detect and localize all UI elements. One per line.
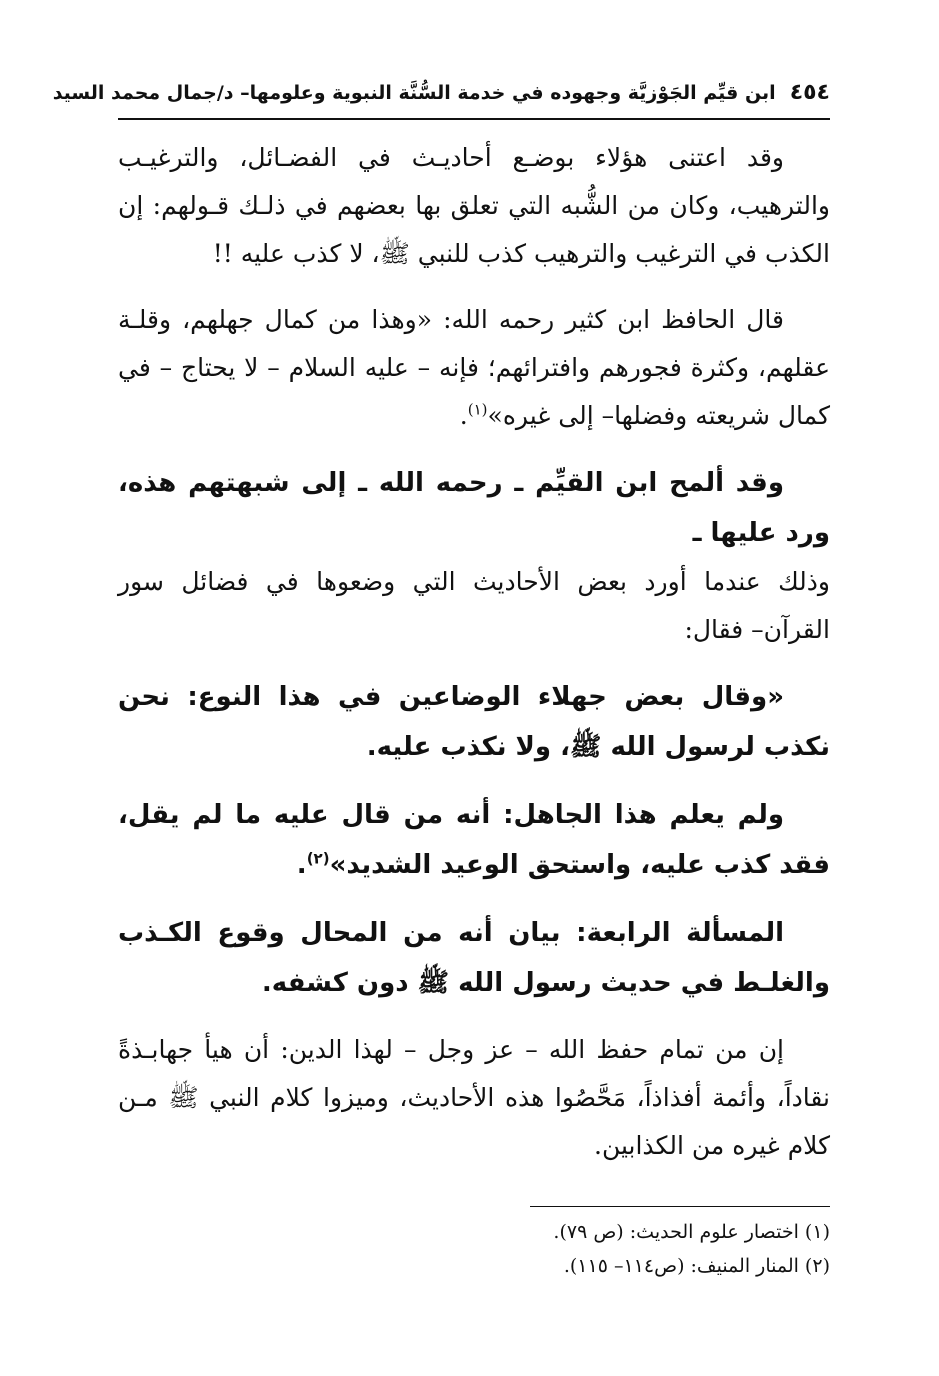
- paragraph-quote-part-1: «وقال بعض جهلاء الوضاعين في هذا النوع: نحن نكذب لرسول الله ﷺ، ولا نكذب عليه.: [118, 682, 830, 762]
- paragraph-last: إن من تمام حفظ الله – عز وجل – لهذا الدين: أن هيأ جهابـذةً نقاداً، وأئمة أفذاذاً، مَحَّصُوا هذه الأحاديث، وميزوا كلام النبي ﷺ مـن كلام غيره من الكذابين.: [118, 1035, 830, 1160]
- paragraph-quote-part-2: [118, 790, 830, 890]
- footnote-ref-2: (٢): [306, 849, 330, 868]
- footnotes: [118, 1215, 830, 1283]
- section-heading-fourth-issue: المسألة الرابعة: بيان أنه من المحال وقوع الكـذب والغلـط في حديث رسول الله ﷺ دون كشفه.: [118, 918, 830, 998]
- footnote-1: (١) اختصار علوم الحديث: (ص ٧٩).: [553, 1221, 830, 1243]
- quote-text: قال الحافظ ابن كثير رحمه الله: «وهذا من كمال جهلهم، وقلـة عقلهم، وكثرة فجورهم وافترائهم؛ فإنه – عليه السلام – لا يحتاج – في كمال شريعته وفضلها– إلى غيره»: [118, 305, 830, 430]
- header-divider: [118, 118, 830, 120]
- paragraph-ibn-kathir-quote: [118, 296, 830, 440]
- paragraph-context: وذلك عندما أورد بعض الأحاديث التي وضعوها في فضائل سور القرآن– فقال:: [118, 567, 830, 644]
- paragraph-ibn-qayyim-heading: وقد ألمح ابن القيِّم ـ رحمه الله ـ إلى شبهتهم هذه، ورد عليها ـ: [118, 468, 830, 548]
- paragraph-1: وقد اعتنى هؤلاء بوضـع أحاديـث في الفضـائل، والترغيـب والترهيب، وكان من الشُّبه التي تعلق بها بعضهم في ذلـك قـولهم: إن الكذب في الترغيب والترهيب كذب للنبي ﷺ، لا كذب عليه !!: [118, 143, 830, 268]
- page-number: ٤٥٤: [789, 80, 830, 105]
- document-page: [52, 80, 830, 1283]
- footnote-ref-1: (١): [467, 400, 488, 419]
- quote-text: ولم يعلم هذا الجاهل: أنه من قال عليه ما لم يقل، فقد كذب عليه، واستحق الوعيد الشديد»: [118, 800, 830, 880]
- sentence-end: .: [296, 850, 307, 880]
- header-title: ابن قيِّم الجَوْزيَّة وجهوده في خدمة السُّنَّة النبوية وعلومها– د/جمال محمد السيد: [52, 82, 776, 104]
- footnote-2: (٢) المنار المنيف: (ص١١٤– ١١٥).: [563, 1255, 830, 1277]
- footnote-divider: [530, 1206, 830, 1207]
- running-header: [52, 80, 830, 116]
- sentence-end: .: [459, 401, 468, 430]
